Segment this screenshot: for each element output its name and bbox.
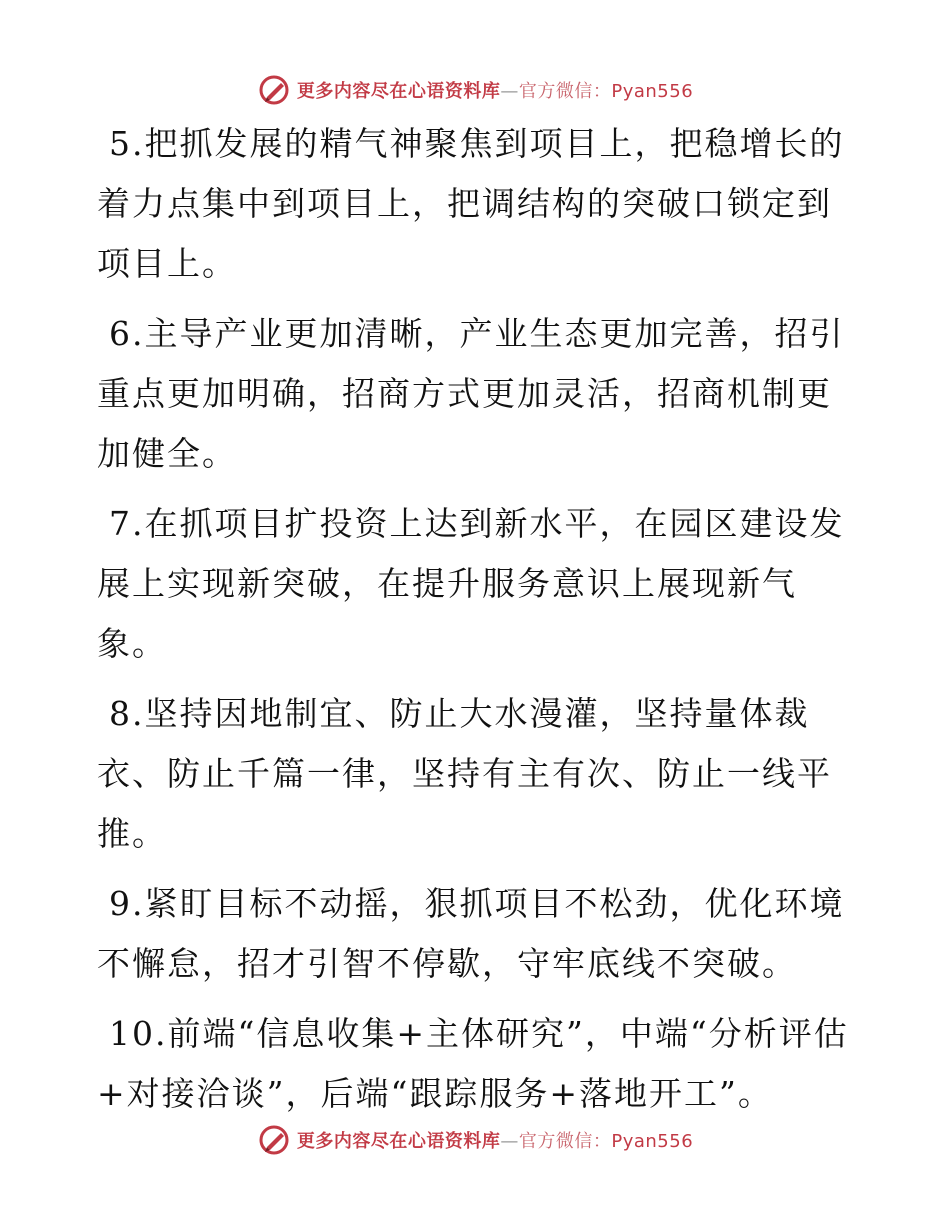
watermark-label: 官方微信：	[518, 81, 612, 102]
watermark-id: Pyan556	[611, 81, 694, 102]
watermark-id: Pyan556	[611, 1131, 694, 1152]
paragraph-5: 5.把抓发展的精气神聚焦到项目上，把稳增长的着力点集中到项目上，把调结构的突破口锁定到项目上。	[97, 124, 845, 283]
paragraph-10: 10.前端“信息收集+主体研究”，中端“分析评估+对接洽谈”，后端“跟踪服务+落地开工”。	[97, 1014, 849, 1113]
pen-logo-icon	[257, 73, 291, 107]
watermark-text	[297, 1127, 693, 1153]
watermark-main-text: 更多内容尽在心语资料库	[296, 81, 501, 102]
watermark-separator: —	[500, 1131, 519, 1152]
footer-watermark	[0, 1122, 950, 1158]
header-watermark	[0, 72, 950, 108]
document-body	[97, 114, 857, 1134]
pen-logo-icon	[257, 1123, 291, 1157]
paragraph-7: 7.在抓项目扩投资上达到新水平，在园区建设发展上实现新突破，在提升服务意识上展现新气象。	[97, 504, 845, 663]
paragraph-8: 8.坚持因地制宜、防止大水漫灌，坚持量体裁衣、防止千篇一律，坚持有主有次、防止一线平推。	[97, 694, 832, 853]
watermark-text	[297, 77, 693, 103]
watermark-main-text: 更多内容尽在心语资料库	[296, 1131, 501, 1152]
paragraph-9: 9.紧盯目标不动摇，狠抓项目不松劲，优化环境不懈怠，招才引智不停歇，守牢底线不突破。	[97, 884, 845, 983]
paragraph-6: 6.主导产业更加清晰，产业生态更加完善，招引重点更加明确，招商方式更加灵活，招商机制更加健全。	[97, 314, 845, 473]
watermark-separator: —	[500, 81, 519, 102]
watermark-label: 官方微信：	[518, 1131, 612, 1152]
